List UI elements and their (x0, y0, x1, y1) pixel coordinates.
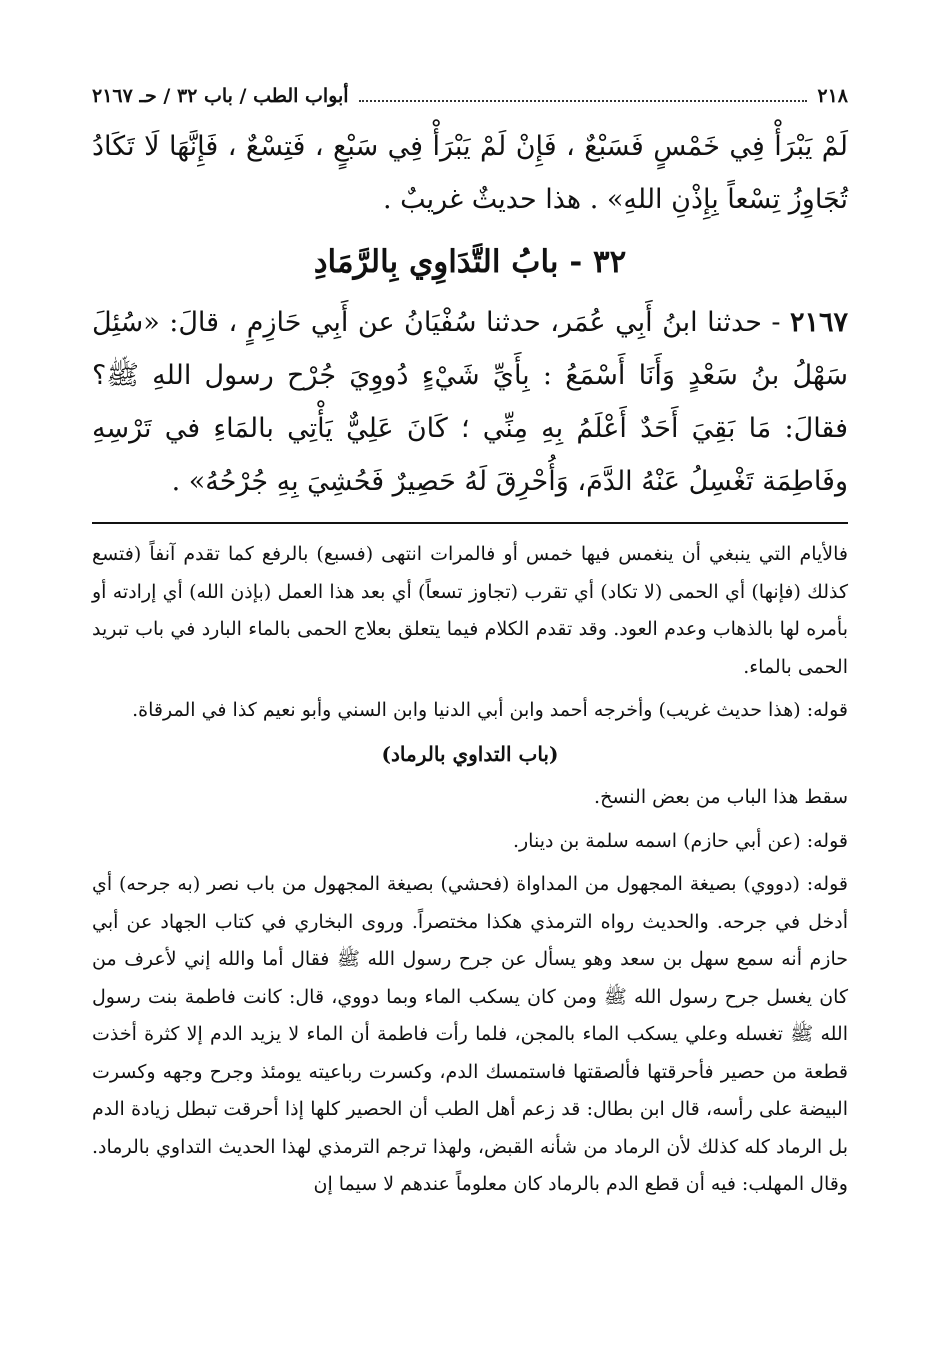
page-number: ٢١٨ (817, 85, 848, 107)
footnote-divider (92, 522, 848, 524)
commentary-paragraph-5: قوله: (دووي) بصيغة المجهول من المداواة (فحشي) بصيغة المجهول من باب نصر (به جرحه) أي أدخل في جرحه. والحديث رواه الترمذي هكذا مختصراً. وروى البخاري في كتاب الجهاد عن أبي حازم أنه سمع سهل بن سعد وهو يسأل عن جرح رسول الله ﷺ فقال أما والله إني لأعرف من كان يغسل جرح رسول الله ﷺ ومن كان يسكب الماء وبما دووي، قال: كانت فاطمة بنت رسول الله ﷺ تغسله وعلي يسكب الماء بالمجن، فلما رأت فاطمة أن الماء لا يزيد الدم إلا كثرة أخذت قطعة من حصير فأحرقتها فألصقتها فاستمسك الدم، وكسرت رباعيته يومئذ وجرح وجهه وكسرت البيضة على رأسه، قال ابن بطال: قد زعم أهل الطب أن الحصير كلها إذا أحرقت تبطل زيادة الدم بل الرماد كله كذلك لأن الرماد من شأنه القبض، ولهذا ترجم الترمذي لهذا الحديث التداوي بالرماد. وقال المهلب: فيه أن قطع الدم بالرماد كان معلوماً عندهم لا سيما إن (92, 873, 848, 1195)
commentary-paragraph-1: فالأيام التي ينبغي أن ينغمس فيها خمس أو فالمرات انتهى (فسبع) بالرفع كما تقدم آنفاً (فتسع كذلك (فإنها) أي الحمى (لا تكاد) أي تقرب (تجاوز تسعاً) أي بعد هذا العمل (بإذن الله) أي إرادته أو بأمره لها بالذهاب وعدم العود. وقد تقدم الكلام فيما يتعلق بعلاج الحمى بالماء البارد في باب تبريد الحمى بالماء. (92, 543, 848, 678)
page (92, 78, 848, 1210)
hadith-paragraph (92, 296, 848, 508)
leader-dots (359, 78, 808, 102)
commentary-subtitle: (باب التداوي بالرماد) (381, 741, 559, 766)
commentary-paragraph-2: قوله: (هذا حديث غريب) وأخرجه أحمد وابن أبي الدنيا وابن السني وأبو نعيم كذا في المرقاة. (132, 699, 848, 721)
hadith-number: ٢١٦٧ (789, 307, 848, 338)
commentary (92, 536, 848, 1204)
running-header (92, 78, 848, 114)
chapter-title: ٣٢ - بابُ التَّدَاوِي بِالرَّمَادِ (313, 244, 627, 280)
commentary-paragraph-4: قوله: (عن أبي حازم) اسمه سلمة بن دينار. (512, 829, 848, 852)
commentary-paragraph-3: سقط هذا الباب من بعض النسخ. (594, 786, 848, 808)
running-title: أبواب الطب / باب ٣٢ / حـ ٢١٦٧ (92, 85, 349, 107)
hadith-text: - حدثنا ابنُ أَبِي عُمَر، حدثنا سُفْيَانُ عن أَبِي حَازِمٍ ، قالَ: «سُئِلَ سَهْلُ بنُ سَعْدٍ وَأَنَا أَسْمَعُ : بِأَيِّ شَيْءٍ دُووِيَ جُرْح رسول اللهِ ﷺ؟ فقالَ: مَا بَقِيَ أَحَدٌ أَعْلَمُ بِهِ مِنِّي ؛ كَانَ عَلِيٌّ يَأْتِي بالمَاءِ في تَرْسِهِ وفَاطِمَة تَغْسِلُ عَنْهُ الدَّمَ، وَأُحْرِقَ لَهُ حَصِيرٌ فَحُشِيَ بِهِ جُرْحُهُ» . (92, 307, 848, 497)
hadith-continuation: لَمْ يَبْرَأْ فِي خَمْسٍ فَسَبْعٌ ، فَإِنْ لَمْ يَبْرَأْ فِي سَبْعٍ ، فَتِسْعٌ ، فَإِنَّهَا لَا تَكَادُ تُجَاوِزُ تِسْعاً بِإِذْنِ اللهِ» . هذا حديثٌ غريبٌ . (92, 131, 848, 215)
